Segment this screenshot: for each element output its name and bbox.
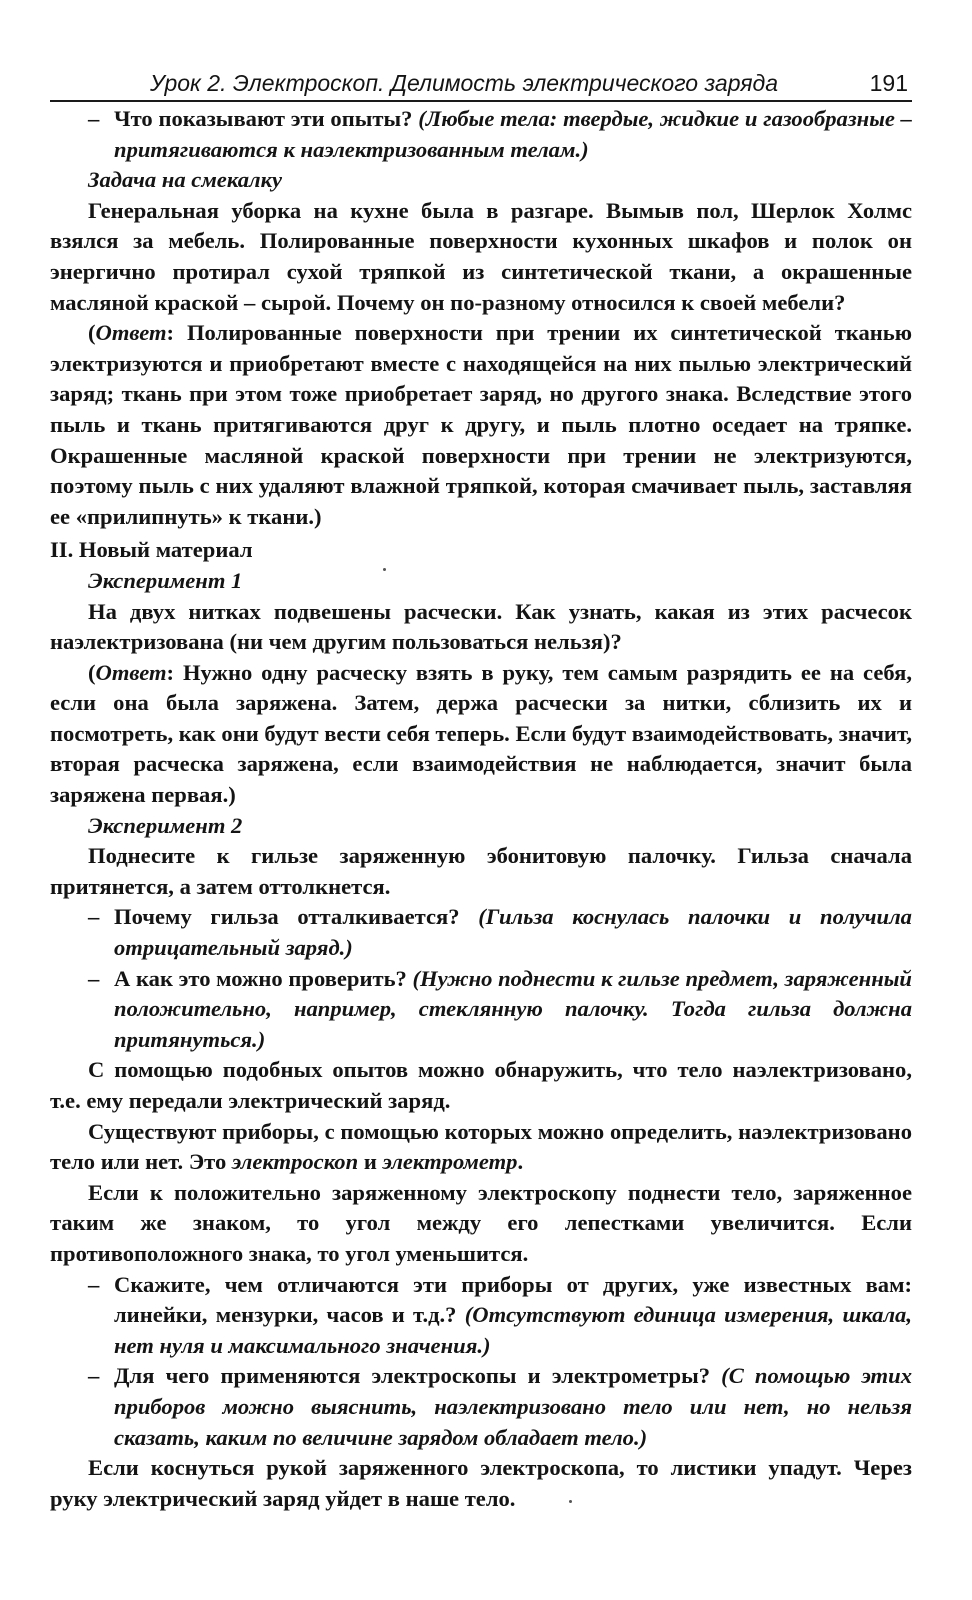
experiment-1-text: На двух нитках подвешены расчески. Как узнать, какая из этих расчесок наэлектризована (ни чем другим пользоваться нельзя)? <box>50 598 912 655</box>
term-electrometer: электрометр <box>382 1149 518 1175</box>
question-5-answer: (С помощью этих приборов можно выяснить, наэлектризовано тело или нет, но нельзя сказать, каким по величине зарядом обладает тело.) <box>114 1363 912 1450</box>
puzzle-answer-text: : Полированные поверхности при трении их синтетической тканью электризуются и приобретают вместе с находящейся на них пылью электрический заряд; ткань при этом тоже приобретает заряд, но другого знака. Вследствие этого пыль и ткань притягиваются друг к другу, и пыль плотно оседает на тряпке. Окрашенные масляной краской поверхности при трении не электризуются, поэтому пыль с них удаляют влажной тряпкой, которая смачивает пыль, заставляя ее «прилипнуть» к ткани.) <box>50 320 912 529</box>
dash-marker: – <box>88 965 100 991</box>
question-3-text: А как это можно проверить? <box>114 965 407 991</box>
experiment-1-answer: (Ответ: Нужно одну расческу взять в руку, тем самым разрядить ее на себя, если она была заряжена. Затем, держа расчески за нитки, сблизить их и посмотреть, как они будут вести себя теперь. Если будут взаимодействовать, значит, вторая расческа заряжена, если взаимодействия не наблюдается, значит была заряжена первая.) <box>50 659 912 808</box>
experiment-1-answer-label: Ответ <box>95 659 167 685</box>
puzzle-text: Генеральная уборка на кухне была в разгаре. Вымыв пол, Шерлок Холмс взялся за мебель. Полированные поверхности кухонных шкафов и полок он энергично протирал сухой тряпкой из синтетической ткани, а окрашенные масляной краской – сырой. Почему он по-разному относился к своей мебели? <box>50 197 912 315</box>
question-5-text: Для чего применяются электроскопы и электрометры? <box>114 1363 711 1389</box>
section-heading: II. Новый материал <box>50 537 253 563</box>
term-electroscope: электроскоп <box>231 1149 359 1175</box>
paragraph-2-and: и <box>358 1149 383 1175</box>
scan-speck <box>569 1500 572 1503</box>
paragraph-1: С помощью подобных опытов можно обнаружить, что тело наэлектризовано, т.е. ему передали электрический заряд. <box>50 1057 912 1113</box>
experiment-1-heading: Эксперимент 1 <box>88 567 243 593</box>
question-2-text: Почему гильза отталкивается? <box>114 904 460 930</box>
question-3 <box>50 964 912 1056</box>
puzzle-answer-label: Ответ <box>95 320 167 346</box>
paragraph-2-start: Существуют приборы, с помощью которых можно определить, наэлектризовано тело или нет. Это <box>50 1118 912 1175</box>
question-1-text: Что показывают эти опыты? <box>114 106 413 131</box>
page-number: 191 <box>869 70 908 96</box>
question-2-answer: (Гильза коснулась палочки и получила отрицательный заряд.) <box>114 904 912 961</box>
question-4-text: Скажите, чем отличаются эти приборы от других, уже известных вам: линейки, мензурки, часов и т.д.? <box>114 1271 912 1328</box>
experiment-1-answer-text: : Нужно одну расческу взять в руку, тем самым разрядить ее на себя, если она была заряжена. Затем, держа расчески за нитки, сблизить их и посмотреть, как они будут вести себя теперь. Если будут взаимодействовать, значит, вторая расческа заряжена, если взаимодействия не наблюдается, значит была заряжена первая.) <box>50 659 912 808</box>
question-4 <box>50 1270 912 1362</box>
dash-marker: – <box>88 904 100 930</box>
question-5 <box>50 1361 912 1453</box>
question-3-answer: (Нужно поднести к гильзе предмет, заряженный положительно, например, стеклянную палочку. Тогда гильза должна притянуться.) <box>114 965 912 1052</box>
scan-speck <box>383 568 386 571</box>
experiment-2-text: Поднесите к гильзе заряженную эбонитовую палочку. Гильза сначала притянется, а затем оттолкнется. <box>50 843 912 899</box>
question-4-answer: (Отсутствуют единица измерения, шкала, нет нуля и максимального значения.) <box>114 1302 912 1358</box>
dash-marker: – <box>88 1363 100 1389</box>
question-1-answer: (Любые тела: твердые, жидкие и газообразные – притягиваются к наэлектризованным телам.) <box>114 106 912 162</box>
dash-marker: – <box>88 1271 100 1297</box>
paragraph-4: Если коснуться рукой заряженного электроскопа, то листики упадут. Через руку электрический заряд уйдет в наше тело. <box>50 1455 912 1511</box>
running-header-title: Урок 2. Электроскоп. Делимость электрического заряда <box>150 70 779 96</box>
puzzle-answer: (Ответ: Полированные поверхности при трении их синтетической тканью электризуются и приобретают вместе с находящейся на них пылью электрический заряд; ткань при этом тоже приобретает заряд, но другого знака. Вследствие этого пыль и ткань притягиваются друг к другу, и пыль плотно оседает на тряпке. Окрашенные масляной краской поверхности при трении не электризуются, поэтому пыль с них удаляют влажной тряпкой, которая смачивает пыль, заставляя ее «прилипнуть» к ткани.) <box>50 320 912 529</box>
paragraph-3: Если к положительно заряженному электроскопу поднести тело, заряженное таким же знаком, то угол между его лепестками увеличится. Если противоположного знака, то угол уменьшится. <box>50 1179 912 1266</box>
book-page <box>50 66 912 1514</box>
puzzle-heading: Задача на смекалку <box>88 167 283 193</box>
running-header <box>50 66 912 102</box>
paragraph-2 <box>50 1117 912 1178</box>
question-1 <box>50 104 912 165</box>
paragraph-2-end: . <box>517 1149 524 1175</box>
question-2 <box>50 902 912 963</box>
dash-marker: – <box>88 106 100 131</box>
experiment-2-heading: Эксперимент 2 <box>88 812 243 838</box>
